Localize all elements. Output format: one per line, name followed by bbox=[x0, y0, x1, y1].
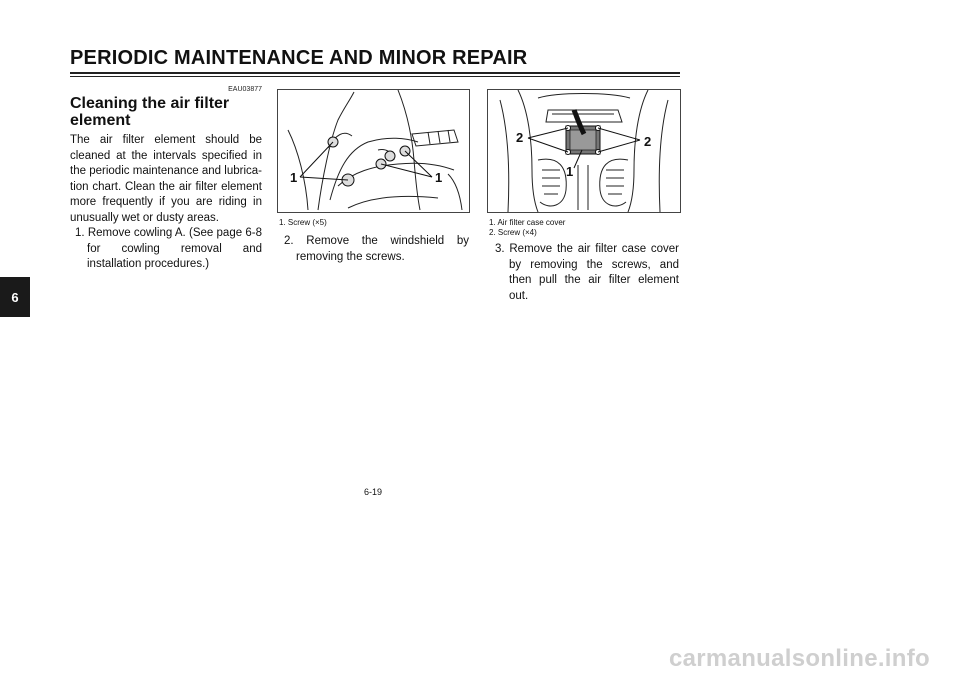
watermark-logo: carmanualsonline.info bbox=[668, 645, 930, 672]
figure-windshield-screws bbox=[277, 89, 470, 213]
figure2-caption bbox=[489, 218, 565, 238]
header-rule-thin bbox=[70, 76, 680, 77]
page-number: 6-19 bbox=[364, 487, 383, 497]
section-code: EAU03877 bbox=[228, 86, 262, 93]
column-1 bbox=[70, 86, 262, 273]
step-3: 3. Remove the air filter case cover by removing the screws, and then pull the air filter element out. bbox=[495, 243, 679, 302]
column-3 bbox=[489, 242, 679, 304]
figure-air-filter-cover bbox=[487, 89, 681, 213]
section-heading-line1: Cleaning the air filter bbox=[70, 95, 230, 112]
header-rule bbox=[70, 72, 680, 74]
column-2 bbox=[279, 234, 469, 265]
section-heading-line2: element bbox=[70, 112, 131, 129]
figure2-callout-left: 2 bbox=[516, 130, 524, 145]
figure1-caption-line: 1. Screw (×5) bbox=[279, 218, 327, 227]
figure1-callout-left: 1 bbox=[290, 170, 298, 185]
figure1-callout-right: 1 bbox=[435, 170, 443, 185]
figure1-caption bbox=[279, 218, 327, 228]
figure2-caption-line: 2. Screw (×4) bbox=[489, 228, 537, 237]
chapter-tab[interactable] bbox=[0, 277, 30, 317]
step-2: 2. Remove the windshield by removing the screws. bbox=[284, 235, 469, 263]
figure2-caption-line: 1. Air filter case cover bbox=[489, 218, 566, 227]
figure2-callout-bottom: 1 bbox=[566, 164, 574, 179]
figure2-callout-right: 2 bbox=[644, 134, 652, 149]
windshield-illustration bbox=[278, 90, 469, 212]
chapter-tab-label: 6 bbox=[11, 289, 19, 305]
page-header-title: PERIODIC MAINTENANCE AND MINOR REPAIR bbox=[70, 47, 528, 69]
section-heading bbox=[70, 95, 262, 129]
intro-paragraph: The air filter element should be cleaned at the intervals specified in the periodic maintenance and lubrica-tion chart. Clean the air filter element more frequently if you are riding in unusually wet or dusty areas. bbox=[70, 134, 262, 224]
air-filter-illustration bbox=[488, 90, 680, 212]
step-1: 1. Remove cowling A. (See page 6-8 for cowling removal and installation procedures.) bbox=[75, 227, 262, 270]
